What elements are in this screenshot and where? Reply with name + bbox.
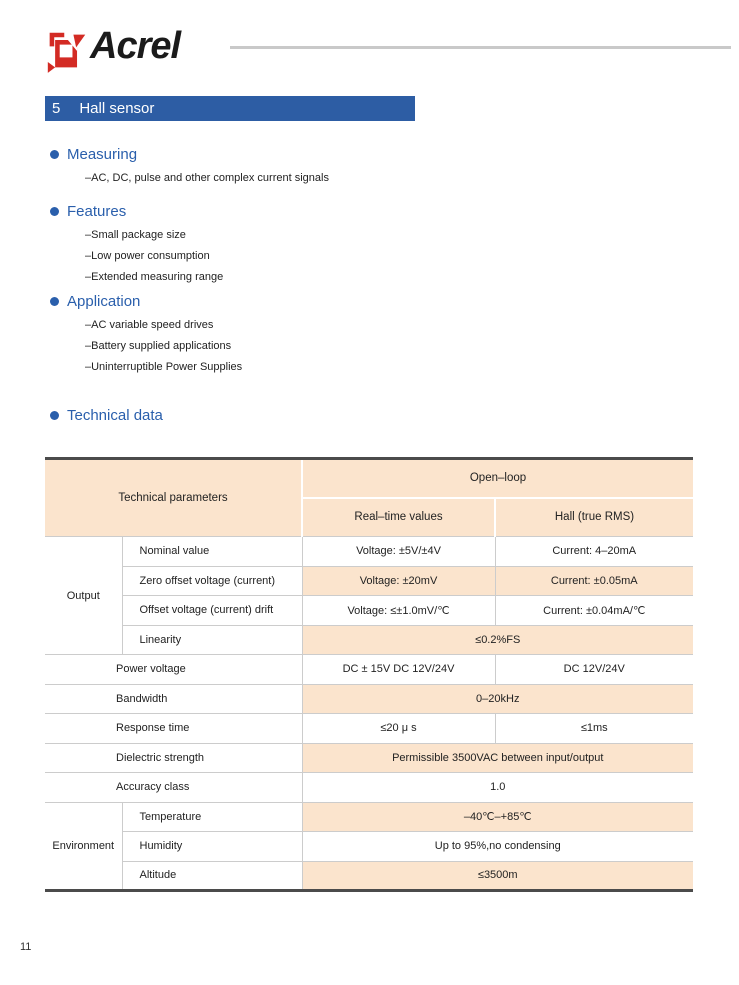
- table-cell: –40℃–+85℃: [302, 802, 693, 832]
- table-cell: Real–time values: [302, 498, 495, 537]
- table-cell: Current: ±0.05mA: [495, 566, 693, 596]
- section-application: [45, 293, 242, 373]
- table-cell: ≤0.2%FS: [302, 625, 693, 655]
- list-item: –Extended measuring range: [85, 271, 224, 283]
- list-item: –AC variable speed drives: [85, 319, 214, 331]
- table-cell: Current: ±0.04mA/℃: [495, 596, 693, 626]
- brand-name: Acrel: [90, 25, 181, 67]
- table-cell: Response time: [45, 714, 302, 744]
- table-cell: Hall (true RMS): [495, 498, 693, 537]
- technical-data-table: [45, 457, 693, 892]
- list-item: –Uninterruptible Power Supplies: [85, 361, 243, 373]
- table-cell: Power voltage: [45, 655, 302, 685]
- table-cell: Altitude: [122, 861, 302, 891]
- table-cell: DC ± 15V DC 12V/24V: [302, 655, 495, 685]
- section-features: [45, 203, 223, 283]
- list-item: –Battery supplied applications: [85, 340, 232, 352]
- table-row: [45, 625, 693, 655]
- table-cell: Zero offset voltage (current): [122, 566, 302, 596]
- table-cell: Nominal value: [122, 537, 302, 567]
- page-number: 11: [20, 941, 32, 953]
- table-cell: Technical parameters: [45, 459, 302, 537]
- table-row: [45, 655, 693, 685]
- bullet-icon: [50, 411, 59, 420]
- table-row: [45, 537, 693, 567]
- table-cell: ≤1ms: [495, 714, 693, 744]
- table-cell: ≤3500m: [302, 861, 693, 891]
- table-cell: Voltage: ±5V/±4V: [302, 537, 495, 567]
- chapter-title: Hall sensor: [79, 100, 155, 117]
- section-title: Features: [67, 203, 127, 220]
- table-row: [45, 596, 693, 626]
- bullet-icon: [50, 297, 59, 306]
- table-row: [45, 714, 693, 744]
- table-cell: Open–loop: [302, 459, 693, 498]
- section-title: Measuring: [67, 146, 138, 163]
- list-item: –Low power consumption: [85, 250, 210, 262]
- table-header-row: [45, 459, 693, 498]
- table-cell: Humidity: [122, 832, 302, 862]
- brand-logo: [46, 24, 180, 74]
- list-item: –Small package size: [85, 229, 186, 241]
- table-row: [45, 743, 693, 773]
- table-cell: Current: 4–20mA: [495, 537, 693, 567]
- table-cell: Offset voltage (current) drift: [122, 596, 302, 626]
- bullet-icon: [50, 207, 59, 216]
- table-cell: Temperature: [122, 802, 302, 832]
- section-title: Technical data: [67, 407, 163, 424]
- table-row: [45, 566, 693, 596]
- section-measuring: [45, 146, 329, 184]
- table-cell: ≤20 μ s: [302, 714, 495, 744]
- table-row: [45, 773, 693, 803]
- chapter-bar: [45, 96, 415, 121]
- table-cell: Voltage: ≤±1.0mV/℃: [302, 596, 495, 626]
- table-cell: 1.0: [302, 773, 693, 803]
- section-title: Application: [67, 293, 141, 310]
- table-cell: Output: [45, 537, 122, 655]
- table-cell: Accuracy class: [45, 773, 302, 803]
- table-cell: 0–20kHz: [302, 684, 693, 714]
- table-row: [45, 684, 693, 714]
- table-row: [45, 832, 693, 862]
- table-cell: Voltage: ±20mV: [302, 566, 495, 596]
- table-row: [45, 802, 693, 832]
- acrel-logo-icon: [46, 28, 88, 74]
- chapter-number: 5: [52, 100, 61, 117]
- bullet-icon: [50, 150, 59, 159]
- table-cell: Up to 95%,no condensing: [302, 832, 693, 862]
- table-cell: Linearity: [122, 625, 302, 655]
- header-divider: [230, 46, 731, 49]
- table-cell: Bandwidth: [45, 684, 302, 714]
- table-cell: Dielectric strength: [45, 743, 302, 773]
- section-technical-data: [45, 407, 163, 424]
- table-cell: Environment: [45, 802, 122, 891]
- table-cell: Permissible 3500VAC between input/output: [302, 743, 693, 773]
- list-item: –AC, DC, pulse and other complex current signals: [85, 172, 329, 184]
- table-cell: DC 12V/24V: [495, 655, 693, 685]
- table-row: [45, 861, 693, 891]
